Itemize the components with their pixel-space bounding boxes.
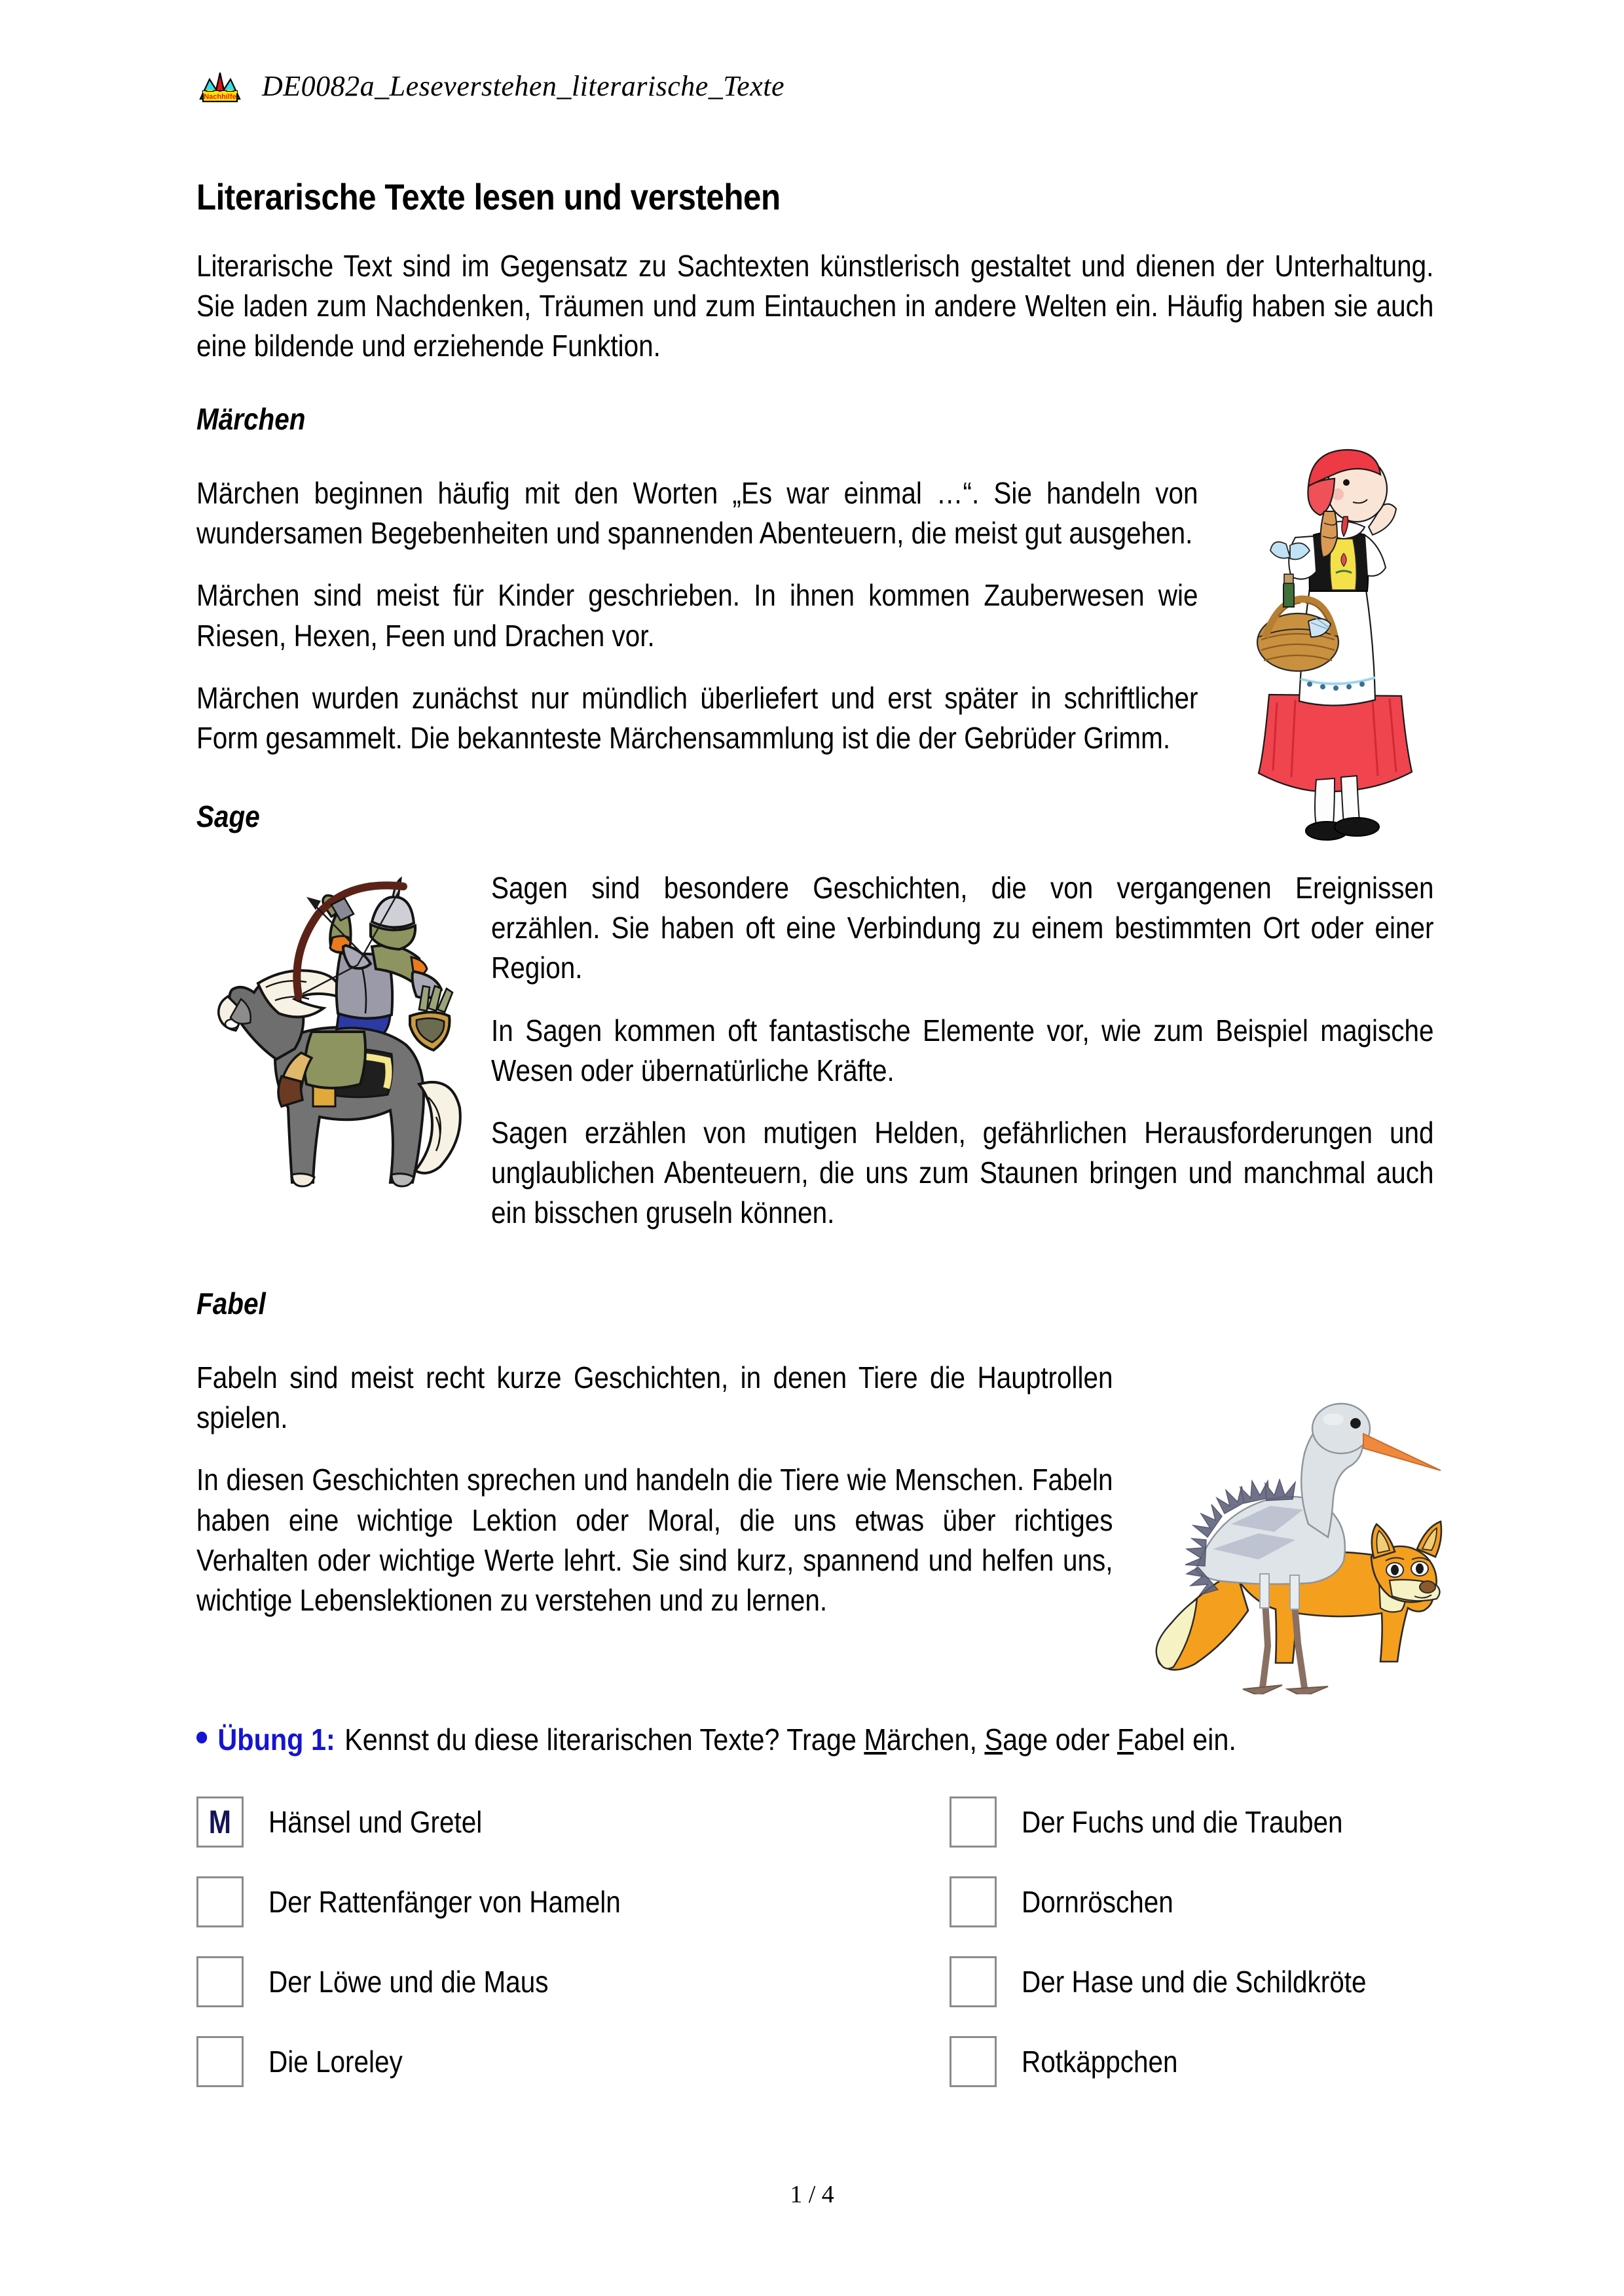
sage-text bbox=[491, 868, 1434, 1233]
checklist bbox=[196, 1796, 1434, 2087]
page-title: Literarische Texte lesen und verstehen bbox=[196, 176, 781, 217]
section-heading-sage: Sage bbox=[196, 799, 260, 834]
intro-paragraph: Literarische Text sind im Gegensatz zu Sachtexten künstlerisch gestaltet und dienen der Unterhaltung. Sie laden zum Nachdenken, Träumen und zum Eintauchen in andere Welten ein. Häufig haben sie auch eine bildende und erziehende Funktion. bbox=[196, 248, 1434, 363]
logo-label: Nachhilfe bbox=[204, 93, 236, 101]
prompt-text-3: age oder bbox=[1003, 1722, 1118, 1757]
sage-body bbox=[196, 868, 1434, 1235]
exercise-block bbox=[196, 1722, 1434, 2087]
answer-checkbox[interactable] bbox=[950, 1956, 997, 2007]
list-item-label: Rotkäppchen bbox=[1022, 2045, 1178, 2079]
prompt-letter-s: S bbox=[984, 1722, 1003, 1757]
list-item[interactable] bbox=[196, 1796, 950, 1848]
answer-checkbox[interactable] bbox=[196, 1956, 244, 2007]
maerchen-paragraph-1: Märchen beginnen häufig mit den Worten „Es war einmal …“. Sie handeln von wundersamen Begebenheiten und spannenden Abenteuern, die meist gut ausgehen. bbox=[196, 476, 1198, 551]
exercise-label: Übung 1: bbox=[217, 1722, 335, 1757]
answer-checkbox[interactable] bbox=[196, 1796, 244, 1848]
list-item-label: Die Loreley bbox=[268, 2045, 403, 2079]
document-code: DE0082a_Leseverstehen_literarische_Texte bbox=[262, 69, 784, 102]
section-fabel bbox=[196, 1286, 1434, 1672]
fabel-paragraph-1: Fabeln sind meist recht kurze Geschichten, in denen Tiere die Hauptrollen spielen. bbox=[196, 1360, 1113, 1435]
list-item-label: Der Fuchs und die Trauben bbox=[1022, 1805, 1343, 1840]
fabel-body bbox=[196, 1358, 1434, 1672]
sage-paragraph-3: Sagen erzählen von mutigen Helden, gefährlichen Herausforderungen und unglaublichen Abenteuern, die uns zum Staunen bringen und manchmal auch ein bisschen gruseln können. bbox=[491, 1116, 1434, 1230]
page-number: 1 / 4 bbox=[790, 2181, 834, 2208]
document-header bbox=[196, 62, 784, 109]
list-item-label: Dornröschen bbox=[1022, 1885, 1173, 1920]
mounted-archer-illustration bbox=[203, 868, 465, 1195]
prompt-letter-f: F bbox=[1117, 1722, 1134, 1757]
list-item-label: Der Rattenfänger von Hameln bbox=[268, 1885, 621, 1920]
fox-and-stork-illustration bbox=[1133, 1374, 1460, 1694]
answer-checkbox[interactable] bbox=[950, 1876, 997, 1927]
list-item[interactable] bbox=[196, 1876, 950, 1927]
list-item[interactable] bbox=[950, 1956, 1434, 2007]
prompt-text-2: ärchen, bbox=[886, 1722, 985, 1757]
list-item[interactable] bbox=[950, 1876, 1434, 1927]
list-item[interactable] bbox=[950, 1796, 1434, 1848]
answer-checkbox[interactable] bbox=[950, 1796, 997, 1848]
sage-paragraph-2: In Sagen kommen oft fantastische Elemente vor, wie zum Beispiel magische Wesen oder übernatürliche Kräfte. bbox=[491, 1013, 1434, 1087]
list-item[interactable] bbox=[196, 2036, 950, 2087]
prompt-text-4: abel ein. bbox=[1134, 1722, 1236, 1757]
little-red-riding-hood-illustration bbox=[1218, 446, 1441, 852]
maerchen-paragraph-2: Märchen sind meist für Kinder geschrieben. In ihnen kommen Zauberwesen wie Riesen, Hexen, Feen und Drachen vor. bbox=[196, 578, 1198, 653]
prompt-letter-m: M bbox=[864, 1722, 887, 1757]
maerchen-body bbox=[196, 473, 1434, 758]
list-item[interactable] bbox=[950, 2036, 1434, 2087]
list-item-label: Der Hase und die Schildkröte bbox=[1022, 1965, 1367, 1999]
prompt-text-1: Kennst du diese literarischen Texte? Trage bbox=[344, 1722, 864, 1757]
page-footer bbox=[0, 2180, 1624, 2209]
list-item[interactable] bbox=[196, 1956, 950, 2007]
intro-block bbox=[196, 246, 1434, 367]
fabel-text bbox=[196, 1358, 1113, 1620]
exercise-heading bbox=[196, 1722, 1310, 1757]
answer-checkbox[interactable] bbox=[196, 2036, 244, 2087]
section-heading-maerchen: Märchen bbox=[196, 402, 306, 437]
fabel-paragraph-2: In diesen Geschichten sprechen und handeln die Tiere wie Menschen. Fabeln haben eine wichtige Lektion oder Moral, die uns etwas über richtiges Verhalten oder wichtige Werte lehrt. Sie sind kurz, spannend und helfen uns, wichtige Lebenslektionen zu verstehen und zu lernen. bbox=[196, 1463, 1113, 1617]
answer-mark: M bbox=[208, 1804, 232, 1841]
sage-paragraph-1: Sagen sind besondere Geschichten, die von vergangenen Ereignissen erzählen. Sie haben oft eine Verbindung zu einem bestimmten Ort oder einer Region. bbox=[491, 871, 1434, 985]
maerchen-paragraph-3: Märchen wurden zunächst nur mündlich überliefert und erst später in schriftlicher Form gesammelt. Die bekannteste Märchensammlung ist die der Gebrüder Grimm. bbox=[196, 680, 1198, 755]
list-item-label: Hänsel und Gretel bbox=[268, 1805, 483, 1840]
answer-checkbox[interactable] bbox=[196, 1876, 244, 1927]
section-heading-fabel: Fabel bbox=[196, 1286, 266, 1321]
section-maerchen bbox=[196, 401, 1434, 758]
main-content bbox=[196, 177, 1434, 2087]
section-sage bbox=[196, 799, 1434, 1235]
bullet-icon bbox=[196, 1732, 207, 1743]
nachhilfe-logo-icon bbox=[196, 62, 244, 109]
list-item-label: Der Löwe und die Maus bbox=[268, 1965, 549, 1999]
exercise-prompt bbox=[344, 1722, 1236, 1757]
maerchen-text bbox=[196, 473, 1198, 758]
answer-checkbox[interactable] bbox=[950, 2036, 997, 2087]
